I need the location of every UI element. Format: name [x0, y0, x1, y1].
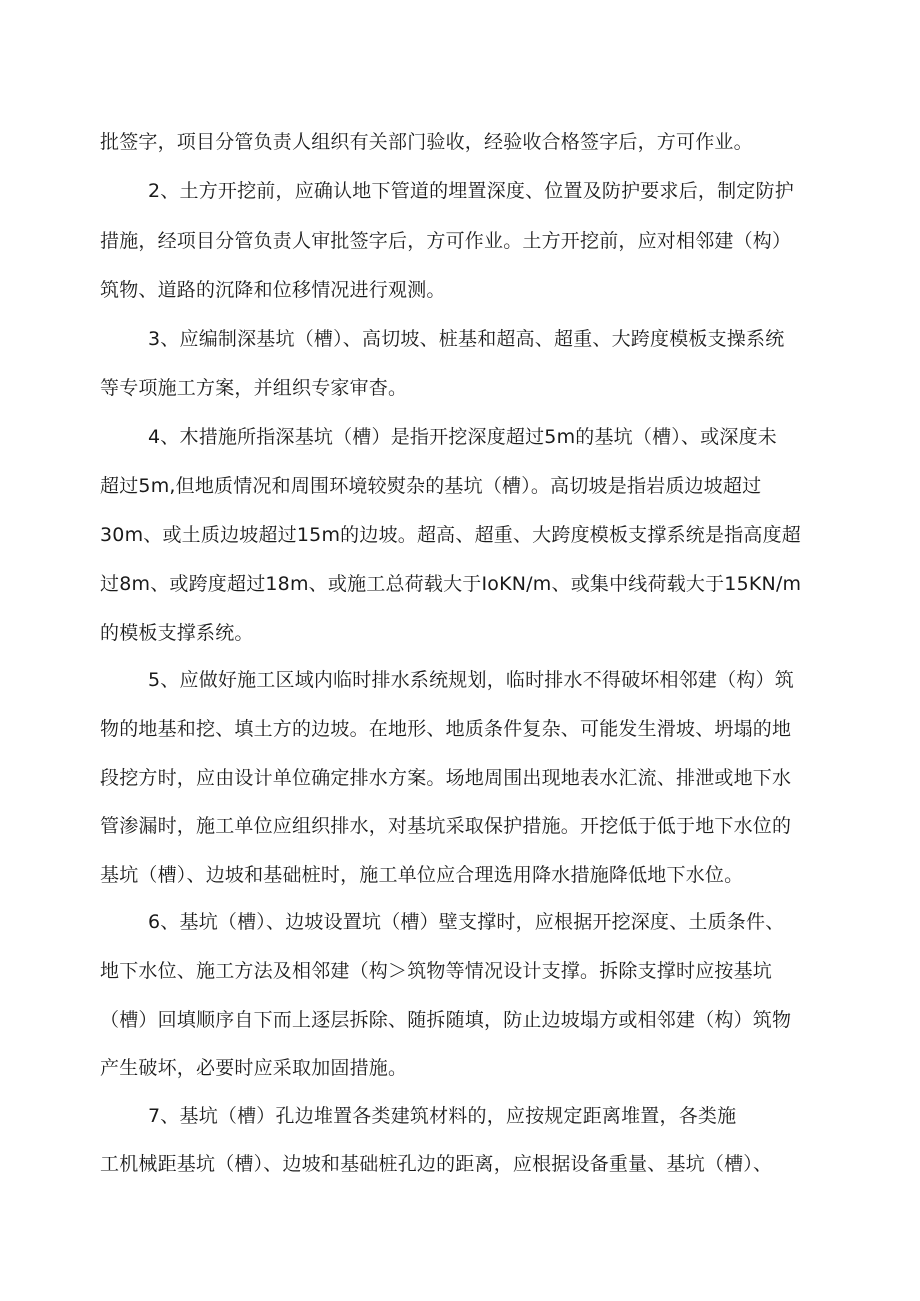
text-line-2: 2、土方开挖前，应确认地下管道的埋置深度、位置及防护要求后，制定防护: [148, 180, 794, 202]
text-line-9: 30m、或土质边坡超过15m的边坡。超高、超重、大跨度模板支撑系统是指高度超: [100, 524, 801, 546]
text-line-22: 工机械距基坑（槽）、边坡和基础桩孔边的距离，应根据设备重量、基坑（槽）、: [100, 1153, 773, 1175]
text-line-3: 措施，经项目分管负责人审批签字后，方可作业。土方开挖前，应对相邻建（构）: [100, 230, 792, 252]
text-line-13: 物的地基和挖、填土方的边坡。在地形、地质条件复杂、可能发生滑坡、坍塌的地: [100, 718, 792, 740]
text-line-12: 5、应做好施工区域内临时排水系统规划，临时排水不得破坏相邻建（构）筑: [148, 669, 794, 691]
text-line-16: 基坑（槽）、边坡和基础桩时，施工单位应合理选用降水措施降低地下水位。: [100, 864, 744, 886]
text-line-15: 管渗漏时，施工单位应组织排水，对基坑采取保护措施。开挖低于低于地下水位的: [100, 815, 792, 837]
text-line-18: 地下水位、施工方法及相邻建（构＞筑物等情况设计支撑。拆除支撑时应按基坑: [100, 960, 773, 982]
text-line-20: 产生破坏，必要时应采取加固措施。: [100, 1057, 408, 1079]
text-line-1: 批签字，项目分管负责人组织有关部门验收，经验收合格签字后，方可作业。: [100, 131, 753, 153]
text-line-11: 的模板支撑系统。: [100, 622, 254, 644]
text-line-10: 过8m、或跨度超过18m、或施工总荷载大于IoKN/m、或集中线荷载大于15KN∕m: [100, 573, 802, 595]
text-line-4: 筑物、道路的沉降和位移情况进行观测。: [100, 279, 446, 301]
text-line-17: 6、基坑（槽）、边坡设置坑（槽）壁支撑时，应根据开挖深度、土质条件、: [148, 911, 785, 933]
text-line-6: 等专项施工方案，并组织专家审杳。: [100, 377, 408, 399]
text-line-14: 段挖方时，应由设计单位确定排水方案。场地周围出现地表水汇流、排泄或地下水: [100, 767, 792, 789]
text-line-8: 超过5m,但地质情况和周围环境较熨杂的基坑（槽）。高切坡是指岩质边坡超过: [100, 475, 762, 497]
text-line-19: （槽）回填顺序自下而上逐层拆除、随拆随填，防止边坡塌方或相邻建（构）筑物: [100, 1009, 792, 1031]
text-line-21: 7、基坑（槽）孔边堆置各类建筑材料的，应按规定距离堆置，各类施: [148, 1105, 737, 1127]
text-line-5: 3、应编制深基坑（槽）、高切坡、桩基和超高、超重、大跨度模板支操系统: [148, 328, 785, 350]
text-line-7: 4、木措施所指深基坑（槽）是指开挖深度超过5m的基坑（槽）、或深度未: [148, 426, 777, 448]
